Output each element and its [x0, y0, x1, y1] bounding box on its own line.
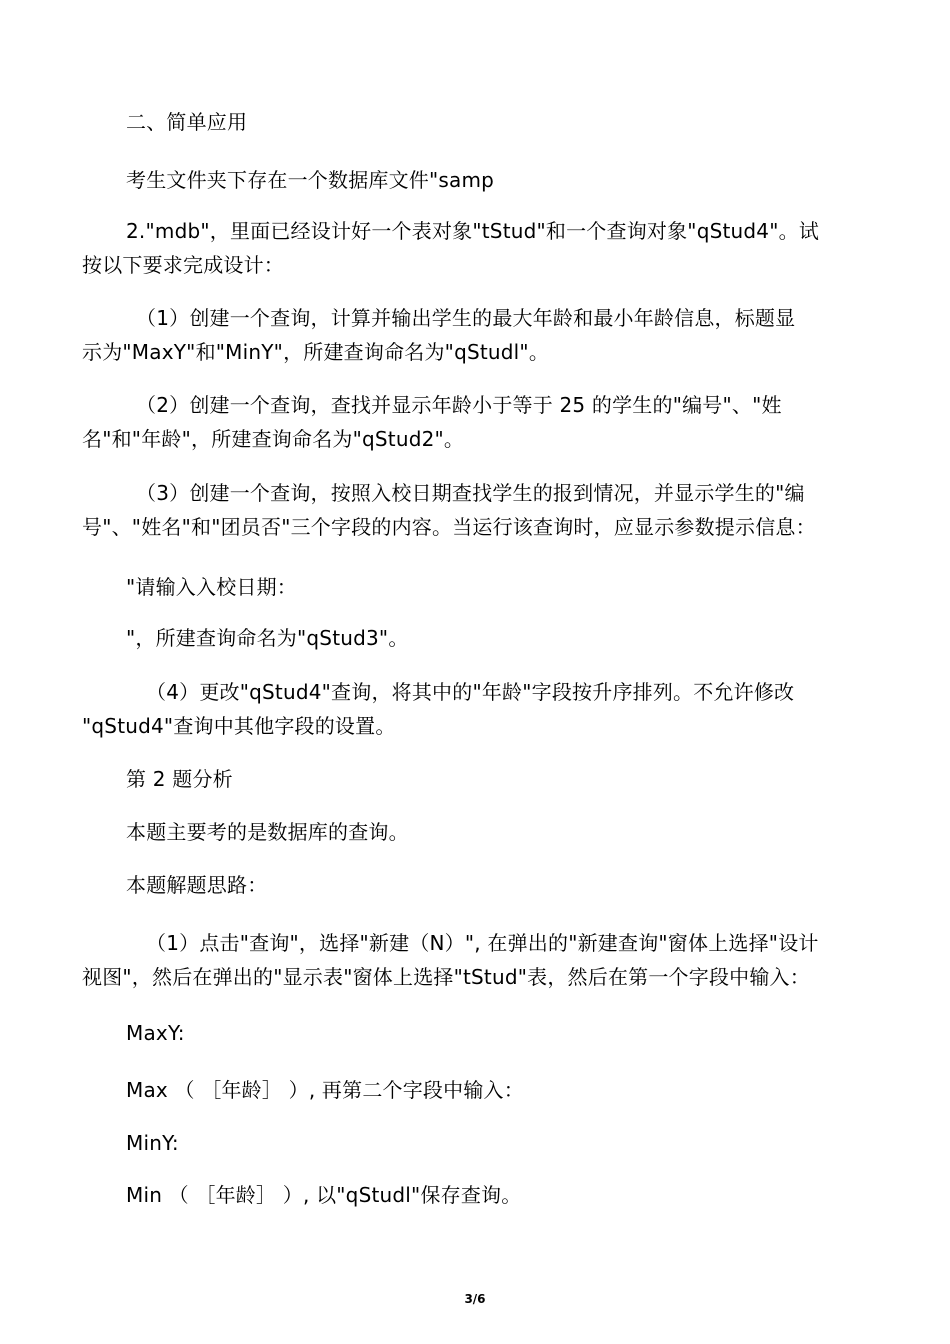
- requirement-1-line-1: （1）创建一个查询，计算并输出学生的最大年龄和最小年龄信息，标题显: [136, 306, 796, 330]
- analysis-summary: 本题主要考的是数据库的查询。: [126, 820, 409, 844]
- requirement-3-line-2: 号"、"姓名"和"团员否"三个字段的内容。当运行该查询时，应显示参数提示信息：: [82, 515, 816, 539]
- requirement-2-line-1: （2）创建一个查询，查找并显示年龄小于等于 25 的学生的"编号"、"姓: [136, 393, 782, 417]
- miny-label: MinY:: [126, 1131, 179, 1155]
- requirement-3-line-3: "请输入入校日期：: [126, 575, 297, 599]
- requirement-3-line-1: （3）创建一个查询，按照入校日期查找学生的报到情况，并显示学生的"编: [136, 481, 805, 505]
- requirement-1-line-2: 示为"MaxY"和"MinY"，所建查询命名为"qStudl"。: [82, 340, 550, 364]
- solution-step-1-line-1: （1）点击"查询"，选择"新建（N）", 在弹出的"新建查询"窗体上选择"设计: [146, 931, 819, 955]
- intro-line-3: 按以下要求完成设计：: [82, 253, 284, 277]
- requirement-2-line-2: 名"和"年龄"，所建查询命名为"qStud2"。: [82, 427, 465, 451]
- min-expression: Min （ ［年龄］ ）, 以"qStudl"保存查询。: [126, 1183, 522, 1207]
- section-heading: 二、简单应用: [126, 110, 248, 134]
- requirement-4-line-1: （4）更改"qStud4"查询，将其中的"年龄"字段按升序排列。不允许修改: [146, 680, 795, 704]
- solution-heading: 本题解题思路：: [126, 873, 268, 897]
- page-number: 3/6: [464, 1292, 486, 1306]
- requirement-3-line-4: "，所建查询命名为"qStud3"。: [126, 626, 409, 650]
- requirement-4-line-2: "qStud4"查询中其他字段的设置。: [82, 714, 396, 738]
- intro-line-1: 考生文件夹下存在一个数据库文件"samp: [126, 168, 495, 192]
- solution-step-1-line-2: 视图"，然后在弹出的"显示表"窗体上选择"tStud"表，然后在第一个字段中输入：: [82, 965, 810, 989]
- maxy-label: MaxY:: [126, 1021, 185, 1045]
- analysis-heading: 第 2 题分析: [126, 767, 233, 791]
- max-expression: Max （ ［年龄］ ）, 再第二个字段中输入：: [126, 1078, 524, 1102]
- intro-line-2: 2."mdb"，里面已经设计好一个表对象"tStud"和一个查询对象"qStud4"。试: [126, 219, 820, 243]
